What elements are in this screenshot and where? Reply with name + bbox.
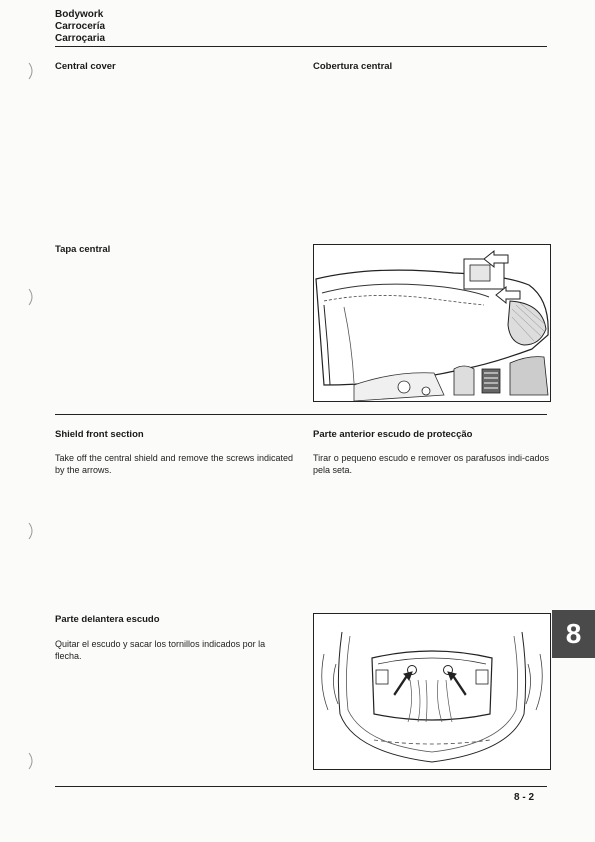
header-title-pt: Carroçaria [55,33,106,44]
section-rule [55,414,547,415]
binder-hole-mark-icon [26,288,36,306]
chapter-tab: 8 [552,610,595,658]
body-text-en: Take off the central shield and remove the screws indicated by the arrows. [55,453,293,475]
body-text-es: Quitar el escudo y sacar los tornillos indicados por la flecha. [55,639,266,661]
section-heading-central-cover-en: Central cover [55,61,116,72]
header-title-en: Bodywork [55,9,104,20]
document-header [55,9,105,45]
header-title-es: Carrocería [55,21,106,32]
header-rule [55,46,547,47]
section-heading-shield-front-en: Shield front section [55,429,144,440]
section-heading-central-cover-pt: Cobertura central [313,61,393,72]
binder-hole-mark-icon [26,522,36,540]
section-heading-shield-front-es: Parte delantera escudo [55,614,160,625]
shield-front-illustration [313,613,551,770]
section-heading-shield-front-pt: Parte anterior escudo de protecção [313,429,473,440]
footer-rule [55,786,547,787]
page-number: 8 - 2 [514,792,535,803]
section-heading-central-cover-es: Tapa central [55,244,111,255]
binder-hole-mark-icon [26,752,36,770]
central-cover-illustration [313,244,551,402]
binder-hole-mark-icon [26,62,36,80]
body-text-pt: Tirar o pequeno escudo e remover os parafusos indi-cados pela seta. [313,453,549,475]
